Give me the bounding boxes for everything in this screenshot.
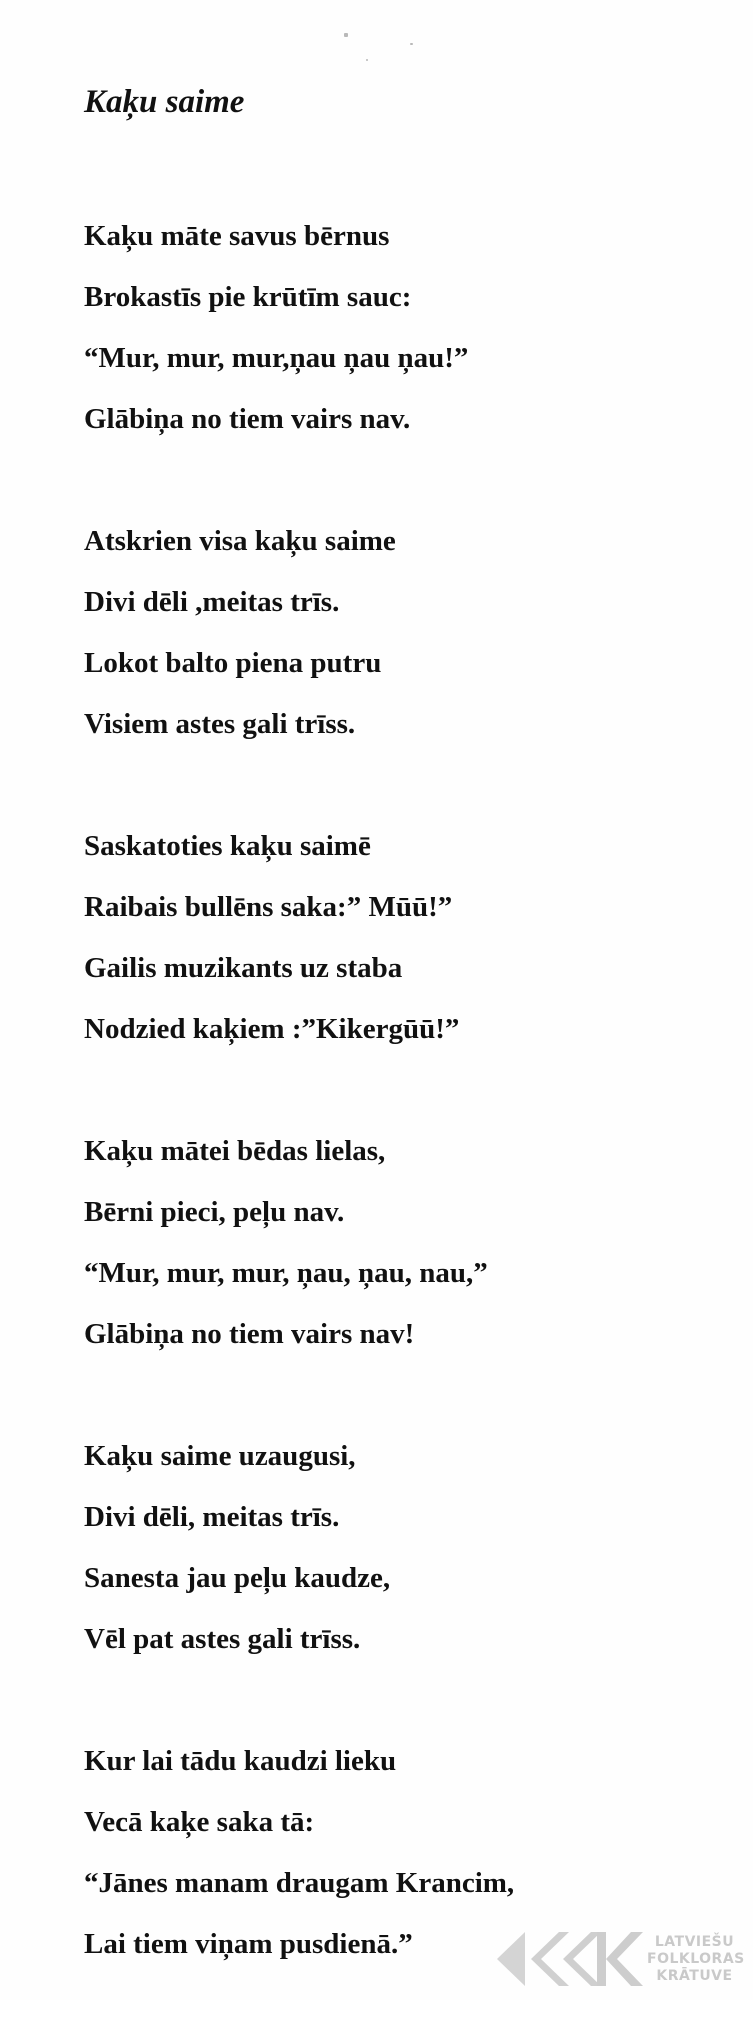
poem-line: Saskatoties kaķu saimē: [84, 830, 371, 862]
poem-line: Divi dēli ,meitas trīs.: [84, 586, 340, 618]
poem-line: Atskrien visa kaķu saime: [84, 525, 396, 557]
poem-line: Bērni pieci, peļu nav.: [84, 1196, 345, 1228]
poem-line: Gailis muzikants uz staba: [84, 952, 403, 984]
poem-line: “Jānes manam draugam Krancim,: [84, 1867, 515, 1899]
poem-line: Kur lai tādu kaudzi lieku: [84, 1745, 397, 1777]
poem-line: Vēl pat astes gali trīss.: [84, 1623, 361, 1655]
archive-logo: [497, 1924, 745, 1994]
stanza-4: [84, 1121, 684, 1365]
poem-line: Brokastīs pie krūtīm sauc:: [84, 281, 412, 313]
stanza-3: [84, 816, 684, 1060]
poem-title: Kaķu saime: [84, 84, 245, 120]
poem-line: Nodzied kaķiem :”Kikergūū!”: [84, 1013, 460, 1045]
poem-line: “Mur, mur, mur,ņau ņau ņau!”: [84, 342, 469, 374]
poem-body: [84, 206, 684, 2036]
lfk-logo-mark-icon: [497, 1924, 647, 1994]
poem-line: Lai tiem viņam pusdienā.”: [84, 1928, 413, 1960]
poem-line: Lokot balto piena putru: [84, 647, 382, 679]
poem-line: Glābiņa no tiem vairs nav!: [84, 1318, 415, 1350]
poem-line: Divi dēli, meitas trīs.: [84, 1501, 340, 1533]
stanza-5: [84, 1426, 684, 1670]
logo-line: LATVIEŠU: [654, 1934, 735, 1950]
stanza-2: [84, 511, 684, 755]
poem-line: Vecā kaķe saka tā:: [84, 1806, 315, 1838]
scan-speck: [366, 59, 368, 61]
logo-wordmark: [647, 1934, 745, 1985]
poem-line: Kaķu saime uzaugusi,: [84, 1440, 356, 1472]
scan-speck: [344, 33, 348, 37]
poem-line: Kaķu mātei bēdas lielas,: [84, 1135, 386, 1167]
poem-line: Raibais bullēns saka:” Mūū!”: [84, 891, 453, 923]
logo-line: KRĀTUVE: [656, 1968, 733, 1984]
poem-line: Kaķu māte savus bērnus: [84, 220, 390, 252]
stanza-1: [84, 206, 684, 450]
logo-line: FOLKLORAS: [647, 1951, 745, 1967]
poem-line: Sanesta jau peļu kaudze,: [84, 1562, 391, 1594]
scan-speck: [410, 43, 413, 45]
poem-line: Visiem astes gali trīss.: [84, 708, 356, 740]
poem-line: Glābiņa no tiem vairs nav.: [84, 403, 411, 435]
poem-line: “Mur, mur, mur, ņau, ņau, nau,”: [84, 1257, 488, 1289]
